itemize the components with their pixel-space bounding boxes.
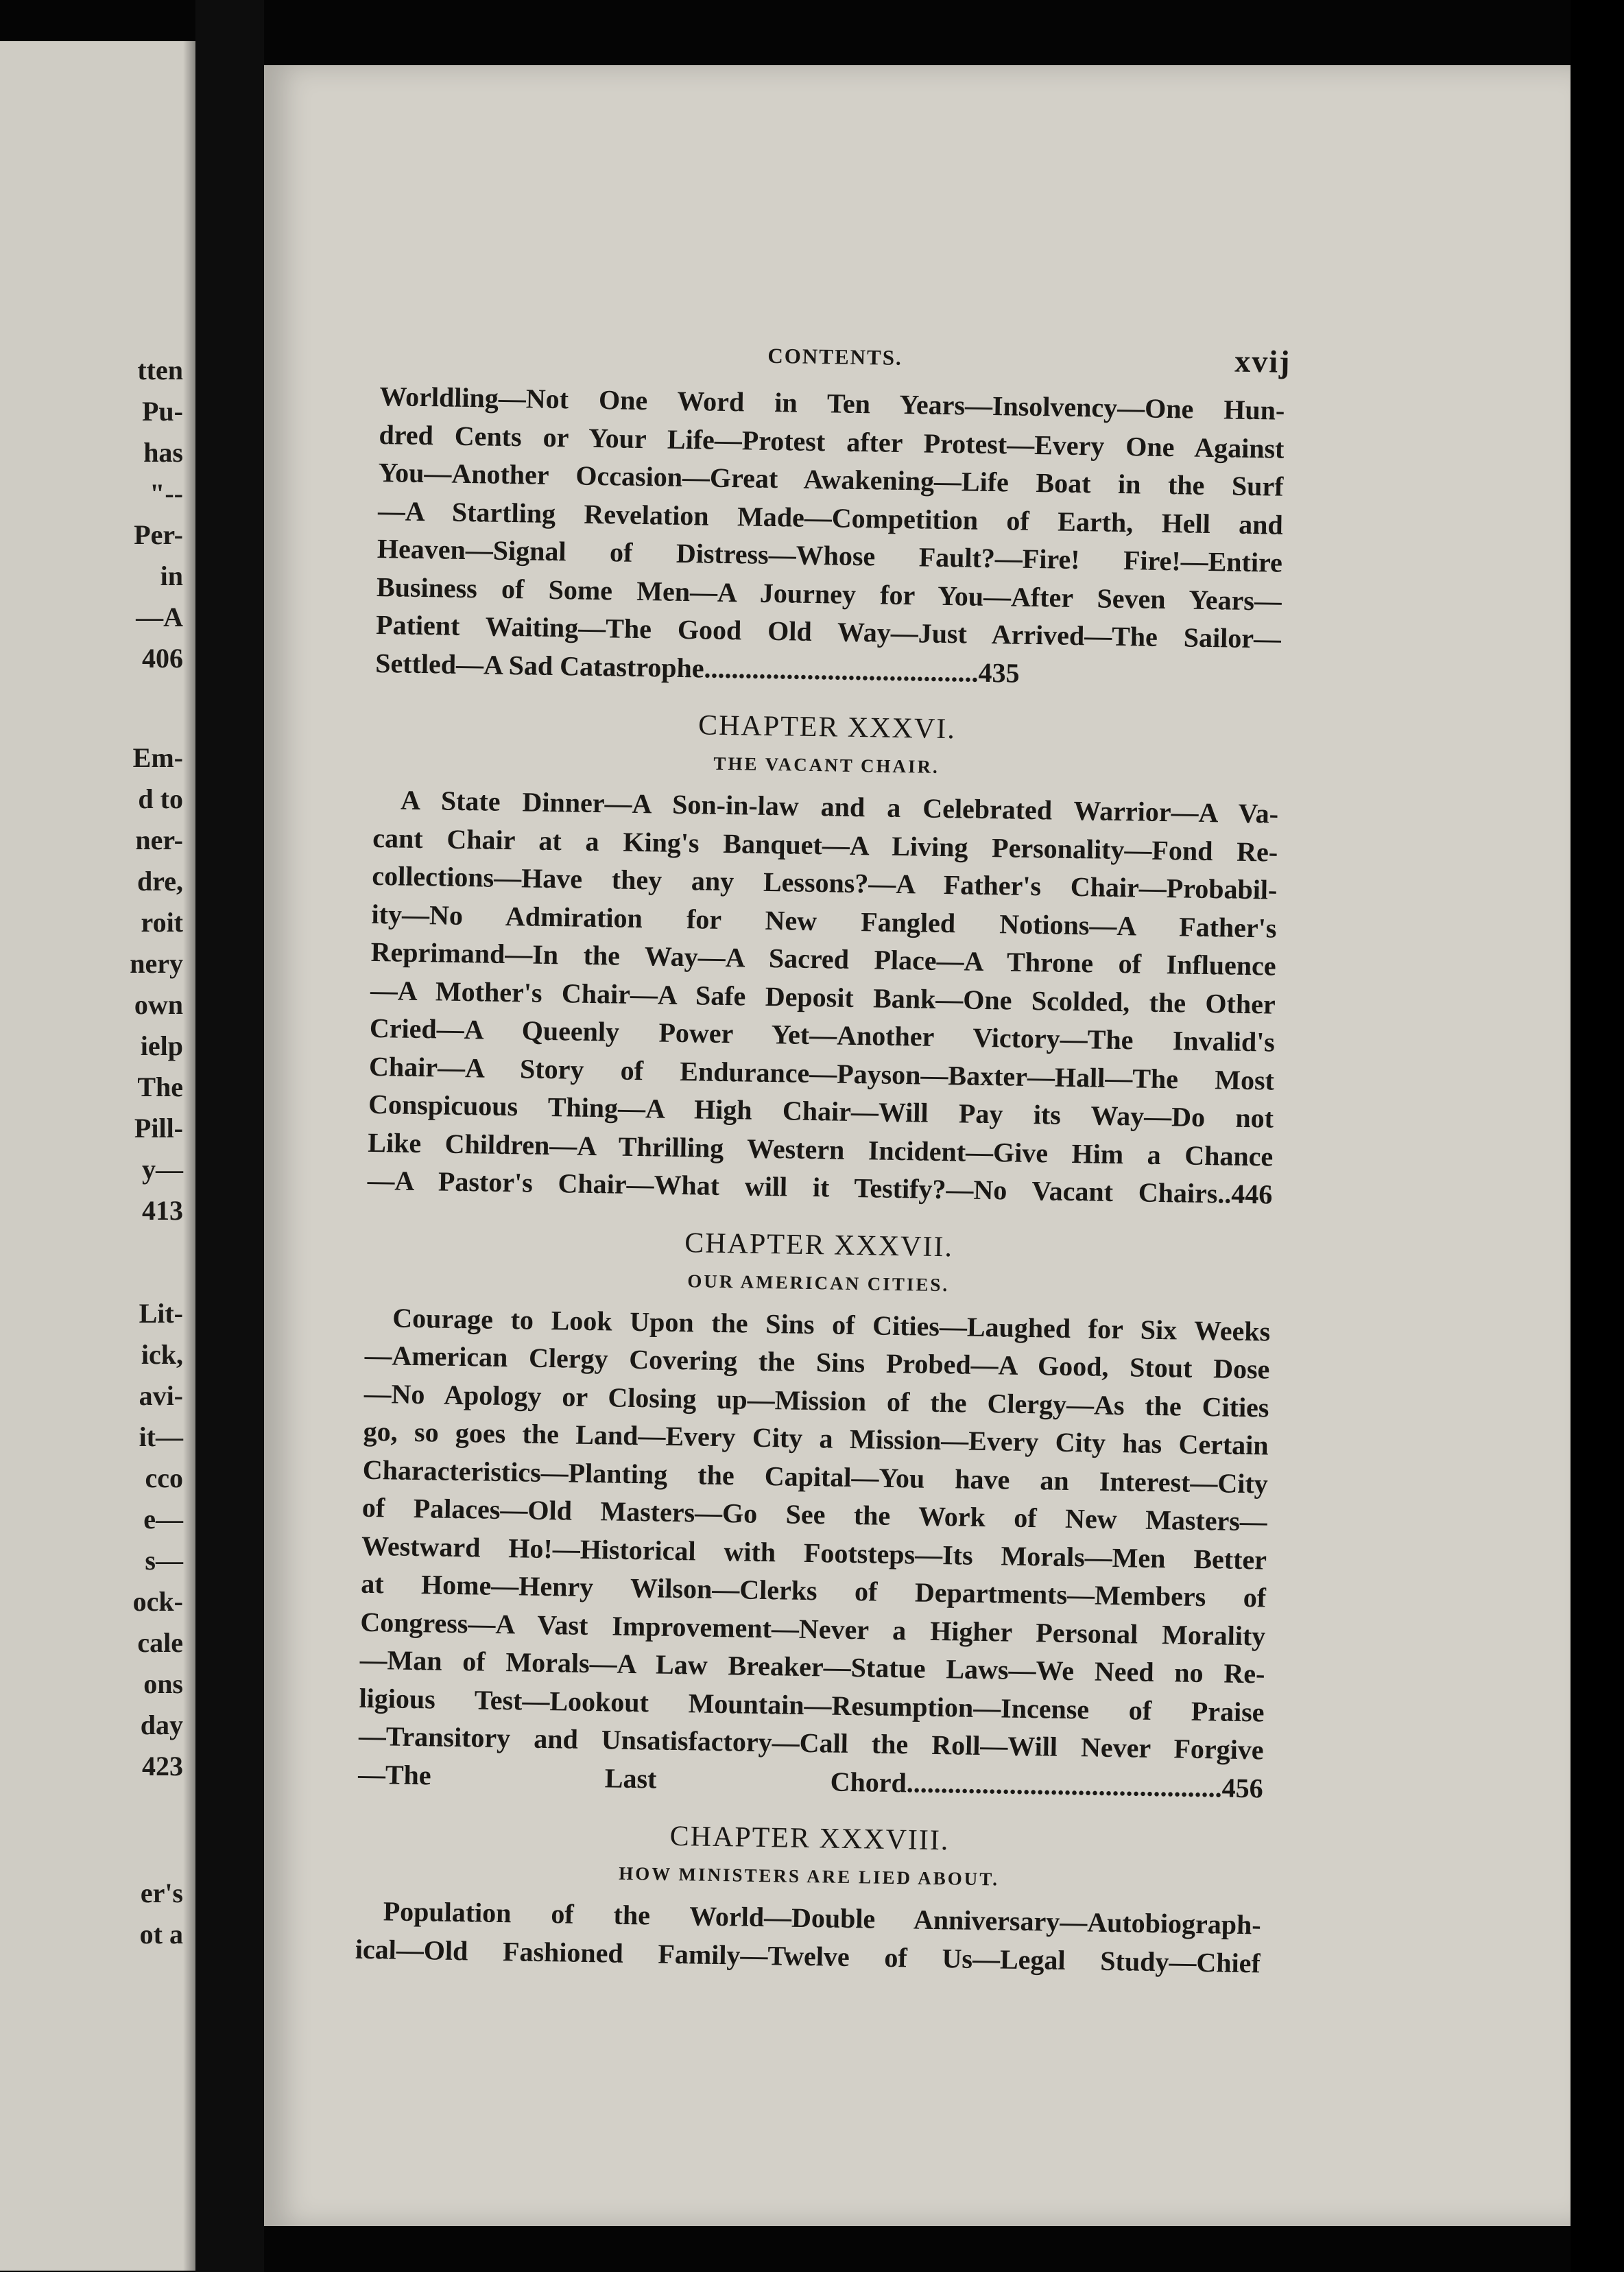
left-page-fragment: tten (137, 355, 183, 386)
text-line: cant Chair at a King's Banquet—A Living Personality—Fond Re- (372, 822, 1278, 868)
chapter-37-summary (357, 1298, 1270, 1807)
text-line: —Man of Morals—A Law Breaker—Statue Laws—We Need no Re- (359, 1644, 1265, 1690)
text-line: —No Apology or Closing up—Mission of the Clergy—As the Cities (363, 1377, 1269, 1423)
text-line: Patient Waiting—The Good Old Way—Just Arrived—The Sailor— (375, 608, 1282, 654)
left-page-fragment: Per- (134, 519, 183, 550)
text-line: Business of Some Men—A Journey for You—After Seven Years— (376, 571, 1282, 617)
left-page-fragment: Pill- (134, 1113, 183, 1144)
left-page-fragment: 413 (142, 1195, 183, 1226)
left-page-fragment: cale (137, 1627, 183, 1658)
left-page-fragment: Lit- (139, 1298, 183, 1329)
text-line: Settled—A Sad Catastrophe........................................435 (375, 647, 1020, 689)
text-line: —A Mother's Chair—A Safe Deposit Bank—One Scolded, the Other (370, 974, 1276, 1020)
left-page-fragment: cco (145, 1463, 183, 1493)
chapter-37-subtitle: OUR AMERICAN CITIES. (687, 1270, 950, 1295)
left-page-fragment: The (137, 1072, 183, 1102)
text-line: collections—Have they any Lessons?—A Father's Chair—Probabil- (372, 860, 1278, 906)
page-number: xvij (1234, 343, 1291, 379)
left-page-fragment: nery (130, 948, 183, 979)
text-line: ligious Test—Lookout Mountain—Resumption—Incense of Praise (359, 1682, 1265, 1727)
continuation-paragraph (375, 377, 1285, 696)
text-line: Reprimand—In the Way—A Sacred Place—A Throne of Influence (370, 936, 1276, 982)
left-page-fragment: it— (139, 1421, 183, 1452)
text-line: Population of the World—Double Anniversary—Autobiograph- (383, 1895, 1261, 1941)
left-page-fragment: ock- (132, 1586, 183, 1617)
left-page-fragment: er's (140, 1878, 183, 1908)
left-page-fragment: 406 (142, 643, 183, 674)
scan-right-edge (1571, 0, 1624, 2272)
chapter-37-title: CHAPTER XXXVII. (684, 1227, 954, 1263)
text-line: Courage to Look Upon the Sins of Cities—Laughed for Six Weeks (392, 1301, 1271, 1347)
left-page-fragment: day (140, 1709, 183, 1740)
chapter-38-subtitle: HOW MINISTERS ARE LIED ABOUT. (619, 1862, 1000, 1890)
running-head-title: CONTENTS. (767, 343, 903, 370)
text-line: Congress—A Vast Improvement—Never a Higher Personal Morality (360, 1606, 1266, 1651)
left-page-fragment: Pu- (142, 396, 183, 427)
text-line: Conspicuous Thing—A High Chair—Will Pay its Way—Do not (368, 1088, 1274, 1134)
left-page-fragment: avi- (139, 1380, 183, 1411)
chapter-36-summary (367, 781, 1278, 1214)
text-line: go, so goes the Land—Every City a Mission—Every City has Certain (363, 1415, 1269, 1461)
left-page-fragment: dre, (136, 866, 183, 897)
book-gutter (195, 0, 264, 2272)
left-page-fragment: ons (143, 1668, 183, 1699)
text-line: —The Last Chord..............................................456 (357, 1758, 1264, 1803)
text-line: at Home—Henry Wilson—Clerks of Departments—Members of (360, 1567, 1267, 1613)
chapter-36-title: CHAPTER XXXVI. (697, 709, 957, 746)
left-page-fragment: in (160, 560, 183, 591)
left-page-fragment: s— (145, 1545, 183, 1576)
chapter-38-summary (355, 1892, 1261, 1983)
text-line: You—Another Occasion—Great Awakening—Life Boat in the Surf (378, 456, 1284, 502)
chapter-36-subtitle: THE VACANT CHAIR. (713, 753, 940, 777)
left-page-fragment: 423 (142, 1751, 183, 1782)
text-line: Chair—A Story of Endurance—Payson—Baxter—Hall—The Most (368, 1050, 1275, 1096)
text-line: dred Cents or Your Life—Protest after Protest—Every One Against (379, 418, 1285, 464)
left-page-fragment: has (143, 437, 183, 468)
text-line: of Palaces—Old Masters—Go See the Work of New Masters— (361, 1491, 1268, 1537)
text-line: —American Clergy Covering the Sins Probed—A Good, Stout Dose (364, 1339, 1270, 1385)
text-line: Westward Ho!—Historical with Footsteps—Its Morals—Men Better (361, 1530, 1267, 1576)
chapter-38-title: CHAPTER XXXVIII. (669, 1820, 950, 1857)
left-page-fragment: ielp (140, 1030, 183, 1061)
text-line: ity—No Admiration for New Fangled Notions—A Father's (371, 898, 1277, 944)
left-page-fragment: Em- (132, 742, 183, 773)
left-page-fragment: —A (136, 602, 183, 632)
text-line: Cried—A Queenly Power Yet—Another Victory—The Invalid's (369, 1012, 1276, 1058)
text-line: Characteristics—Planting the Capital—You have an Interest—City (362, 1454, 1269, 1500)
text-line: —Transitory and Unsatisfactory—Call the Roll—Will Never Forgive (358, 1720, 1264, 1766)
text-line: ical—Old Fashioned Family—Twelve of Us—Legal Study—Chief (355, 1933, 1261, 1978)
previous-page-edge (0, 41, 195, 2271)
left-page-fragment: y— (142, 1154, 183, 1185)
contents-page (355, 329, 1291, 1982)
text-line: —A Pastor's Chair—What will it Testify?—No Vacant Chairs..446 (367, 1164, 1273, 1210)
left-page-fragment: ner- (135, 825, 183, 855)
left-page-fragment: roit (141, 907, 183, 938)
text-line: —A Startling Revelation Made—Competition of Earth, Hell and (377, 495, 1284, 541)
left-page-fragment: own (134, 989, 183, 1020)
text-line: Heaven—Signal of Distress—Whose Fault?—Fire! Fire!—Entire (377, 532, 1283, 578)
left-page-fragment: ot a (139, 1919, 183, 1950)
left-page-fragment: "-- (150, 478, 183, 509)
page-edge-shadow (183, 41, 195, 2271)
left-page-fragment: ick, (141, 1339, 183, 1370)
text-line: Like Children—A Thrilling Western Incident—Give Him a Chance (368, 1126, 1274, 1172)
left-page-fragment: e— (143, 1504, 183, 1535)
text-line: Worldling—Not One Word in Ten Years—Insolvency—One Hun- (379, 380, 1285, 426)
left-page-fragment: d to (138, 783, 183, 814)
text-line: A State Dinner—A Son-in-law and a Celebrated Warrior—A Va- (400, 784, 1279, 829)
